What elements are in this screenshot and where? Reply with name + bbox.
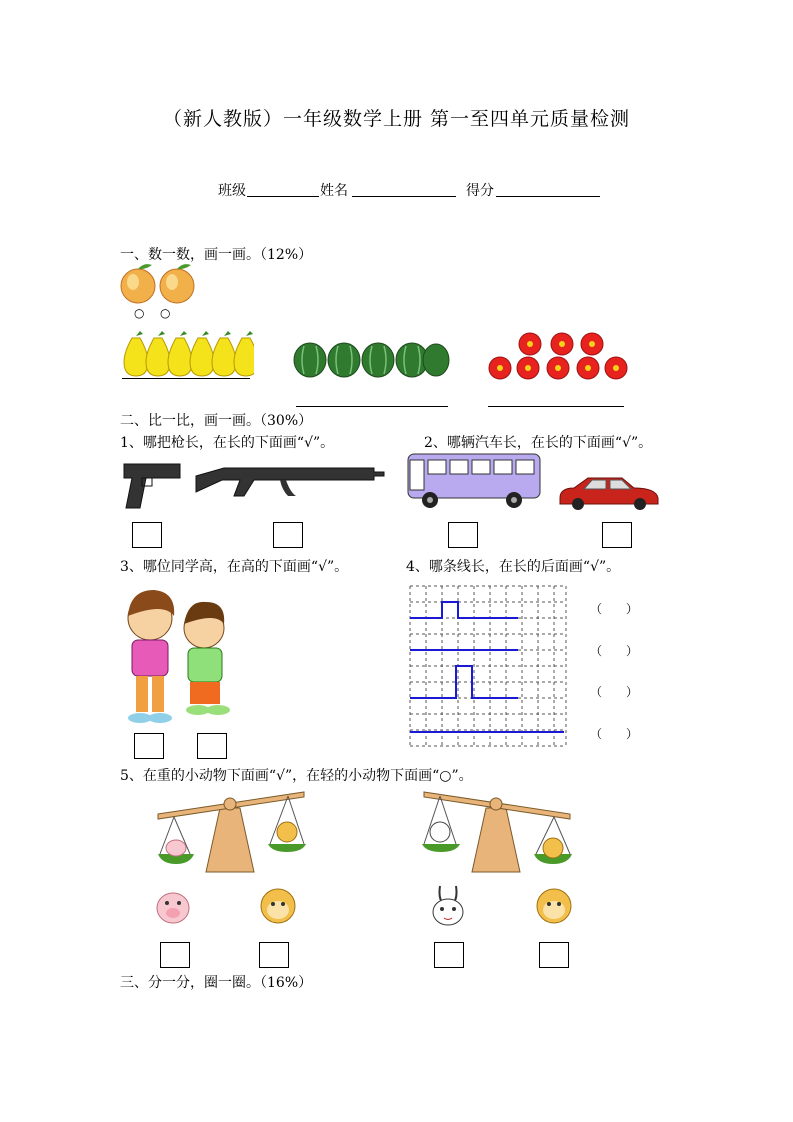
name-field[interactable] bbox=[352, 182, 456, 197]
name-label: 姓名 bbox=[320, 183, 348, 199]
girl bbox=[128, 590, 174, 723]
line-3-answer[interactable]: （ ） bbox=[590, 685, 639, 699]
students-picture bbox=[120, 586, 238, 730]
flowers-answer-line[interactable] bbox=[488, 406, 624, 407]
pig-picture bbox=[154, 886, 192, 926]
rifle-picture bbox=[194, 456, 388, 500]
bus-picture bbox=[404, 450, 542, 512]
rifle-answer-box[interactable] bbox=[273, 522, 303, 548]
page-title: （新人教版）一年级数学上册 第一至四单元质量检测 bbox=[162, 108, 631, 130]
flowers-picture bbox=[484, 330, 632, 382]
rabbit-picture bbox=[428, 882, 468, 928]
section3-heading: 三、分一分，圈一圈。（16%） bbox=[120, 975, 313, 991]
class-label: 班级 bbox=[218, 183, 246, 199]
class-field[interactable] bbox=[247, 182, 319, 197]
boy bbox=[184, 602, 230, 715]
pig-answer-box[interactable] bbox=[160, 942, 190, 968]
question-4-text: 4、哪条线长，在长的后面画“√”。 bbox=[406, 559, 621, 575]
section1-heading: 一、数一数，画一画。（12%） bbox=[120, 247, 313, 263]
score-field[interactable] bbox=[496, 182, 600, 197]
bus-answer-box[interactable] bbox=[448, 522, 478, 548]
melons-answer-line[interactable] bbox=[296, 406, 448, 407]
girl-answer-box[interactable] bbox=[134, 733, 164, 759]
monkey-picture-2 bbox=[534, 884, 574, 926]
car-answer-box[interactable] bbox=[602, 522, 632, 548]
pistol-answer-box[interactable] bbox=[132, 522, 162, 548]
peach-1 bbox=[121, 264, 155, 303]
pears-picture bbox=[120, 330, 254, 380]
monkey-2-answer-box[interactable] bbox=[539, 942, 569, 968]
question-3-text: 3、哪位同学高，在高的下面画“√”。 bbox=[120, 559, 349, 575]
line-4-answer[interactable]: （ ） bbox=[590, 727, 639, 741]
scale-left-picture bbox=[154, 788, 308, 882]
boy-answer-box[interactable] bbox=[197, 733, 227, 759]
pistol-picture bbox=[120, 458, 184, 514]
rabbit-answer-box[interactable] bbox=[434, 942, 464, 968]
score-label: 得分 bbox=[466, 183, 494, 199]
lines-grid bbox=[408, 584, 568, 750]
peach-2 bbox=[160, 264, 194, 303]
question-2-text: 2、哪辆汽车长，在长的下面画“√”。 bbox=[424, 435, 653, 451]
melons-picture bbox=[290, 340, 450, 380]
question-5-text: 5、在重的小动物下面画“√”，在轻的小动物下面画“○”。 bbox=[120, 768, 473, 784]
peaches-picture bbox=[118, 262, 204, 306]
section2-heading: 二、比一比，画一画。（30%） bbox=[120, 413, 313, 429]
pears-answer-line[interactable] bbox=[122, 378, 250, 379]
circle-mark-2: ○ bbox=[160, 306, 171, 320]
circle-mark-1: ○ bbox=[134, 306, 145, 320]
scale-right-picture bbox=[420, 788, 574, 882]
line-2-answer[interactable]: （ ） bbox=[590, 644, 639, 658]
monkey-picture-1 bbox=[258, 884, 298, 926]
question-1-text: 1、哪把枪长，在长的下面画“√”。 bbox=[120, 435, 335, 451]
car-picture bbox=[556, 474, 662, 510]
line-1-answer[interactable]: （ ） bbox=[590, 602, 639, 616]
monkey-1-answer-box[interactable] bbox=[259, 942, 289, 968]
